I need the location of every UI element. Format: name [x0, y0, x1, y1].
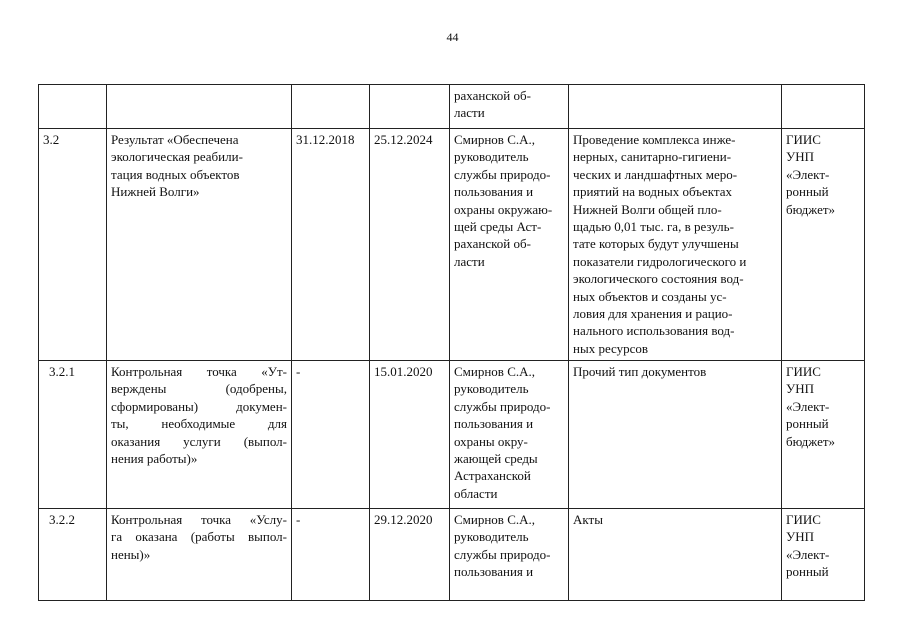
- start-date-cell: [292, 85, 370, 129]
- system-cell-line: УНП: [786, 529, 814, 545]
- system-cell: [782, 509, 865, 601]
- name-cell-line: Контрольная точка «Ут-: [111, 364, 287, 379]
- name-cell-line: ты, необходимые для: [111, 416, 287, 432]
- system-cell-line: ГИИС: [786, 512, 821, 527]
- description-cell: [569, 85, 782, 129]
- table-row: [39, 509, 865, 601]
- system-cell: [782, 361, 865, 509]
- table-row: [39, 85, 865, 129]
- document-table: [38, 84, 865, 601]
- system-cell: [782, 85, 865, 129]
- page-number: 44: [446, 30, 459, 44]
- responsible-cell-line: щей среды Аст-: [454, 219, 542, 235]
- responsible-cell-line: пользования и: [454, 184, 534, 200]
- responsible-cell-line: охраны окружаю-: [454, 201, 553, 217]
- responsible-cell-line: руководитель: [454, 381, 529, 397]
- system-cell-line: ронный: [786, 416, 829, 432]
- description-cell-line: экологического состояния вод-: [573, 271, 744, 287]
- responsible-cell-line: ласти: [454, 105, 485, 121]
- end-date-cell: 25.12.2024: [370, 129, 450, 361]
- start-date-cell: -: [292, 361, 370, 509]
- description-cell-line: ловия для хранения и рацио-: [573, 306, 733, 322]
- name-cell-line: верждены (одобрены,: [111, 381, 287, 397]
- description-cell-line: Акты: [573, 512, 603, 527]
- responsible-cell-line: жающей среды: [454, 451, 538, 467]
- responsible-cell-line: области: [454, 485, 498, 501]
- code-cell: [39, 85, 107, 129]
- name-cell: [107, 509, 292, 601]
- description-cell-line: ческих и ландшафтных меро-: [573, 166, 738, 182]
- responsible-cell-line: Астраханской: [454, 468, 531, 484]
- description-cell-line: нерных, санитарно-гигиени-: [573, 149, 732, 165]
- description-cell-line: показатели гидрологического и: [573, 253, 747, 269]
- name-cell-line: тация водных объектов: [111, 166, 240, 182]
- system-cell-line: «Элект-: [786, 398, 830, 414]
- description-cell-line: тате которых будут улучшены: [573, 236, 739, 252]
- responsible-cell-line: службы природо-: [454, 166, 551, 182]
- name-cell-line: оказания услуги (выпол-: [111, 433, 287, 449]
- system-cell-line: ронный: [786, 184, 829, 200]
- system-cell-line: бюджет»: [786, 201, 836, 217]
- code-cell: 3.2.2: [39, 509, 107, 601]
- responsible-cell-line: охраны окру-: [454, 433, 528, 449]
- system-cell-line: УНП: [786, 149, 814, 165]
- responsible-cell-line: службы природо-: [454, 546, 551, 562]
- table-row: [39, 129, 865, 361]
- name-cell-line: экологическая реабили-: [111, 149, 243, 165]
- responsible-cell: [450, 509, 569, 601]
- responsible-cell-line: Смирнов С.А.,: [454, 364, 536, 379]
- name-cell-line: нены)»: [111, 546, 151, 562]
- system-cell-line: бюджет»: [786, 433, 836, 449]
- name-cell: [107, 85, 292, 129]
- description-cell-line: Прочий тип документов: [573, 364, 707, 379]
- system-cell-line: ГИИС: [786, 364, 821, 379]
- description-cell: [569, 509, 782, 601]
- system-cell: [782, 129, 865, 361]
- description-cell: [569, 361, 782, 509]
- code-cell: 3.2: [39, 129, 107, 361]
- responsible-cell-line: ласти: [454, 253, 485, 269]
- name-cell-line: сформированы) докумен-: [111, 398, 287, 414]
- responsible-cell-line: руководитель: [454, 529, 529, 545]
- name-cell-line: нения работы)»: [111, 451, 198, 467]
- description-cell-line: щадью 0,01 тыс. га, в резуль-: [573, 219, 734, 235]
- responsible-cell-line: Смирнов С.А.,: [454, 512, 536, 527]
- system-cell-line: ГИИС: [786, 132, 821, 147]
- start-date-cell: 31.12.2018: [292, 129, 370, 361]
- responsible-cell-line: службы природо-: [454, 398, 551, 414]
- responsible-cell-line: пользования и: [454, 416, 534, 432]
- system-cell-line: «Элект-: [786, 546, 830, 562]
- name-cell-line: га оказана (работы выпол-: [111, 529, 287, 545]
- responsible-cell-line: руководитель: [454, 149, 529, 165]
- description-cell-line: нального использования вод-: [573, 323, 735, 339]
- end-date-cell: 15.01.2020: [370, 361, 450, 509]
- responsible-cell-line: раханской об-: [454, 236, 531, 252]
- end-date-cell: [370, 85, 450, 129]
- description-cell-line: приятий на водных объектах: [573, 184, 732, 200]
- end-date-cell: 29.12.2020: [370, 509, 450, 601]
- description-cell-line: Нижней Волги общей пло-: [573, 201, 722, 217]
- description-cell-line: ных объектов и созданы ус-: [573, 288, 727, 304]
- name-cell: [107, 361, 292, 509]
- responsible-cell-line: пользования и: [454, 564, 534, 580]
- responsible-cell-line: раханской об-: [454, 88, 531, 103]
- start-date-cell: -: [292, 509, 370, 601]
- responsible-cell: [450, 361, 569, 509]
- responsible-cell: [450, 85, 569, 129]
- description-cell: [569, 129, 782, 361]
- name-cell-line: Контрольная точка «Услу-: [111, 512, 287, 527]
- system-cell-line: «Элект-: [786, 166, 830, 182]
- responsible-cell: [450, 129, 569, 361]
- name-cell-line: Нижней Волги»: [111, 184, 200, 200]
- name-cell-line: Результат «Обеспечена: [111, 132, 239, 147]
- table-row: [39, 361, 865, 509]
- name-cell: [107, 129, 292, 361]
- description-cell-line: Проведение комплекса инже-: [573, 132, 736, 147]
- code-cell: 3.2.1: [39, 361, 107, 509]
- responsible-cell-line: Смирнов С.А.,: [454, 132, 536, 147]
- system-cell-line: УНП: [786, 381, 814, 397]
- description-cell-line: ных ресурсов: [573, 340, 649, 356]
- system-cell-line: ронный: [786, 564, 829, 580]
